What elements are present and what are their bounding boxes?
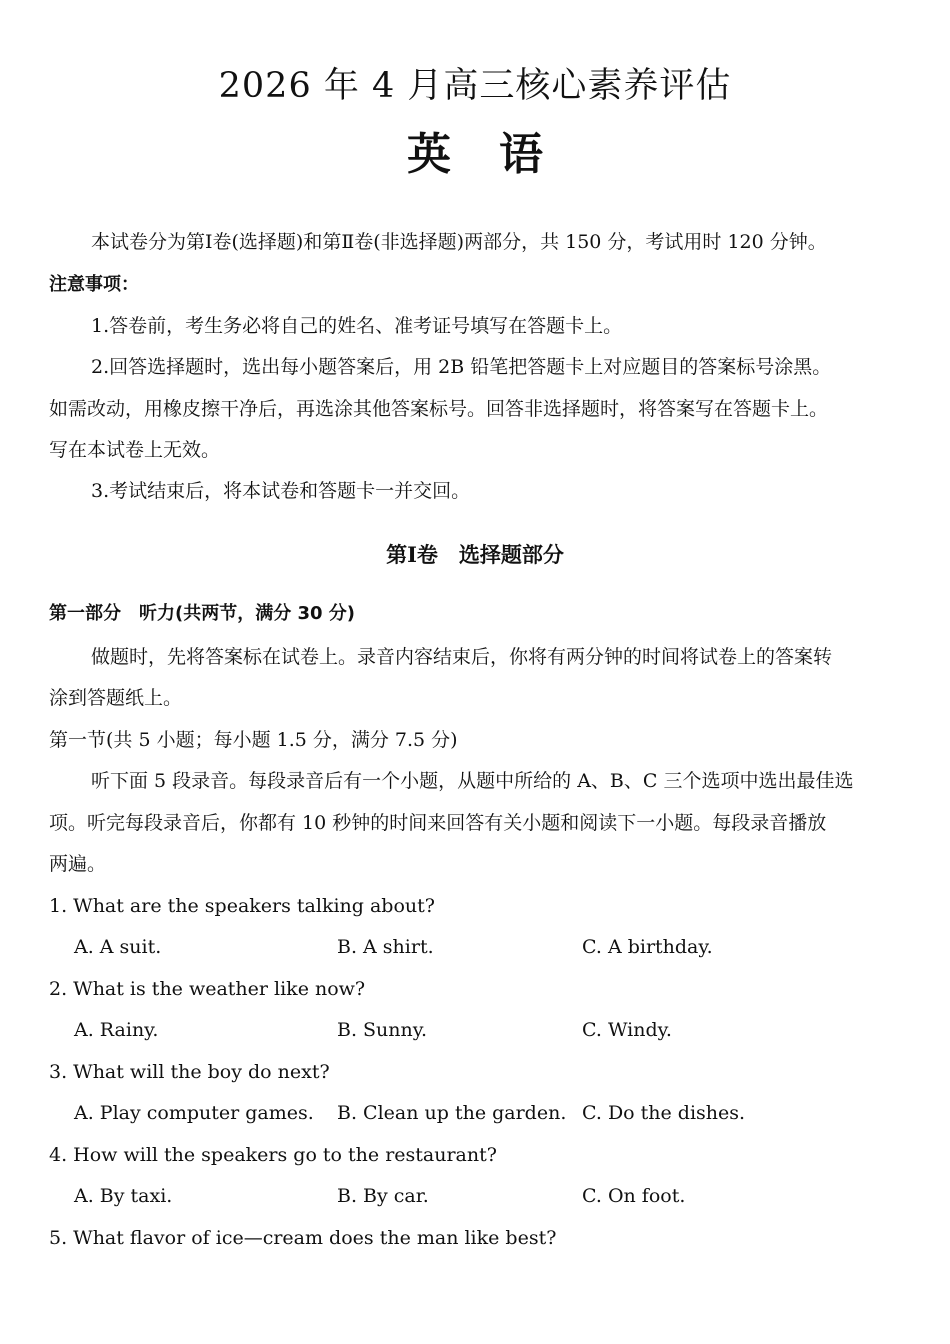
note-1: 1.答卷前，考生务必将自己的姓名、准考证号填写在答题卡上。	[91, 315, 623, 337]
intro-paragraph: 本试卷分为第Ⅰ卷(选择题)和第Ⅱ卷(非选择题)两部分，共 150 分，考试用时 120 分钟。	[91, 231, 827, 253]
note-2-line-3: 写在本试卷上无效。	[49, 439, 221, 461]
note-2-line-2: 如需改动，用橡皮擦干净后，再选涂其他答案标号。回答非选择题时，将答案写在答题卡上。	[49, 398, 829, 420]
option-c: C. A birthday.	[582, 936, 713, 958]
option-c: C. Windy.	[582, 1019, 672, 1041]
note-3: 3.考试结束后，将本试卷和答题卡一并交回。	[91, 480, 471, 502]
option-a: A. Rainy.	[74, 1019, 159, 1041]
option-a: A. Play computer games.	[74, 1102, 314, 1124]
option-b: B. By car.	[337, 1185, 429, 1207]
listening-instruction-line-2: 涂到答题纸上。	[49, 687, 183, 709]
option-a: A. By taxi.	[74, 1185, 173, 1207]
volume-heading: 第Ⅰ卷 选择题部分	[386, 542, 564, 567]
subsection-instruction-line-3: 两遍。	[49, 853, 107, 875]
option-b: B. A shirt.	[337, 936, 434, 958]
option-c: C. Do the dishes.	[582, 1102, 746, 1124]
subsection-instruction-line-1: 听下面 5 段录音。每段录音后有一个小题，从题中所给的 A、B、C 三个选项中选出最佳选	[91, 770, 854, 792]
note-2-line-1: 2.回答选择题时，选出每小题答案后，用 2B 铅笔把答题卡上对应题目的答案标号涂黑。	[91, 356, 832, 378]
listening-section-title: 第一部分 听力(共两节，满分 30 分)	[49, 603, 356, 624]
option-b: B. Clean up the garden.	[337, 1102, 567, 1124]
option-a: A. A suit.	[74, 936, 162, 958]
option-b: B. Sunny.	[337, 1019, 428, 1041]
question-stem: 2. What is the weather like now?	[49, 978, 366, 1000]
question-stem: 3. What will the boy do next?	[49, 1061, 330, 1083]
question-stem: 4. How will the speakers go to the restaurant?	[49, 1144, 497, 1166]
subsection-title: 第一节(共 5 小题；每小题 1.5 分，满分 7.5 分)	[49, 729, 458, 751]
question-stem: 1. What are the speakers talking about?	[49, 895, 435, 917]
listening-instruction-line-1: 做题时，先将答案标在试卷上。录音内容结束后，你将有两分钟的时间将试卷上的答案转	[91, 646, 833, 668]
question-stem: 5. What flavor of ice—cream does the man like best?	[49, 1227, 557, 1249]
subject-title: 英语	[407, 129, 591, 180]
notes-title: 注意事项：	[49, 274, 139, 295]
option-c: C. On foot.	[582, 1185, 686, 1207]
subsection-instruction-line-2: 项。听完每段录音后，你都有 10 秒钟的时间来回答有关小题和阅读下一小题。每段录音播放	[49, 812, 827, 834]
exam-title: 2026 年 4 月高三核心素养评估	[218, 66, 732, 106]
